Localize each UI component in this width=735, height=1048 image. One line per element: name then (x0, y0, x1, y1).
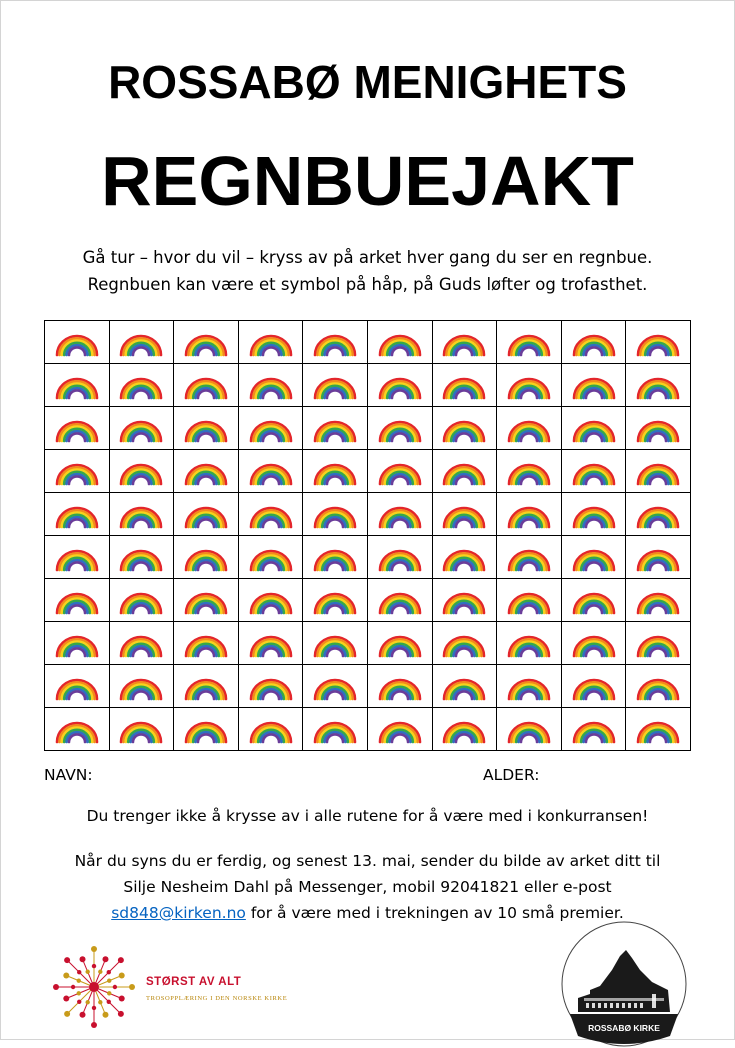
grid-cell[interactable] (432, 450, 497, 493)
info-line1: Når du syns du er ferdig, og senest 13. mai, sender du bilde av arket ditt til (74, 852, 661, 870)
rainbow-icon (247, 455, 295, 487)
rainbow-icon (311, 326, 359, 358)
rainbow-icon (570, 455, 618, 487)
grid-cell[interactable] (238, 622, 303, 665)
rainbow-icon (376, 455, 424, 487)
intro-line1: Gå tur – hvor du vil – kryss av på arket hver gang du ser en regnbue. (82, 248, 653, 267)
info-line2: Silje Nesheim Dahl på Messenger, mobil 92041821 eller e-post (123, 878, 612, 896)
rainbow-icon (311, 369, 359, 401)
rainbow-icon (117, 541, 165, 573)
grid-cell[interactable] (109, 493, 174, 536)
grid-cell[interactable] (432, 321, 497, 364)
grid-cell[interactable] (367, 364, 432, 407)
grid-cell[interactable] (561, 665, 626, 708)
grid-cell[interactable] (432, 708, 497, 751)
rainbow-icon (311, 584, 359, 616)
grid-row (45, 493, 691, 536)
rainbow-icon (634, 670, 682, 702)
intro-text (0, 244, 735, 298)
rainbow-icon (376, 369, 424, 401)
intro-line2: Regnbuen kan være et symbol på håp, på Guds løfter og trofasthet. (87, 275, 648, 294)
rainbow-icon (570, 541, 618, 573)
grid-cell[interactable] (626, 622, 691, 665)
grid-cell[interactable] (432, 622, 497, 665)
rainbow-icon (247, 584, 295, 616)
rainbow-icon (182, 326, 230, 358)
grid-cell[interactable] (109, 364, 174, 407)
rainbow-icon (570, 627, 618, 659)
logo-right-label: ROSSABØ KIRKE (588, 1023, 660, 1033)
rainbow-icon (53, 326, 101, 358)
grid-cell[interactable] (174, 493, 239, 536)
rainbow-icon (117, 326, 165, 358)
grid-cell[interactable] (238, 321, 303, 364)
rainbow-icon (311, 541, 359, 573)
rainbow-icon (182, 670, 230, 702)
grid-cell[interactable] (432, 579, 497, 622)
rainbow-icon (117, 412, 165, 444)
age-field-label: ALDER: (483, 766, 540, 784)
rainbow-icon (53, 670, 101, 702)
grid-row (45, 708, 691, 751)
rainbow-icon (53, 455, 101, 487)
grid-cell[interactable] (626, 450, 691, 493)
rainbow-icon (634, 498, 682, 530)
grid-cell[interactable] (174, 665, 239, 708)
rainbow-icon (440, 584, 488, 616)
rainbow-icon (570, 670, 618, 702)
grid-cell[interactable] (174, 450, 239, 493)
grid-cell[interactable] (238, 708, 303, 751)
grid-row (45, 407, 691, 450)
rainbow-icon (376, 627, 424, 659)
rainbow-icon (182, 584, 230, 616)
submission-info (0, 848, 735, 926)
grid-cell[interactable] (109, 708, 174, 751)
rainbow-icon (570, 326, 618, 358)
grid-cell[interactable] (561, 536, 626, 579)
grid-cell[interactable] (303, 665, 368, 708)
rainbow-icon (634, 369, 682, 401)
grid-row (45, 450, 691, 493)
rainbow-icon (53, 713, 101, 745)
grid-cell[interactable] (626, 579, 691, 622)
grid-cell[interactable] (238, 407, 303, 450)
grid-cell[interactable] (174, 407, 239, 450)
grid-cell[interactable] (367, 493, 432, 536)
rainbow-icon (570, 498, 618, 530)
grid-row (45, 665, 691, 708)
grid-cell[interactable] (497, 708, 562, 751)
rainbow-icon (440, 713, 488, 745)
rainbow-icon (505, 584, 553, 616)
rainbow-icon (53, 498, 101, 530)
rainbow-icon (634, 713, 682, 745)
grid-cell[interactable] (367, 579, 432, 622)
logo-left-title: STØRST AV ALT (146, 976, 242, 988)
rainbow-icon (505, 326, 553, 358)
grid-row (45, 622, 691, 665)
grid-cell[interactable] (497, 364, 562, 407)
rainbow-icon (376, 584, 424, 616)
grid-cell[interactable] (626, 321, 691, 364)
rainbow-icon (505, 670, 553, 702)
grid-cell[interactable] (238, 665, 303, 708)
grid-cell[interactable] (174, 579, 239, 622)
grid-cell[interactable] (45, 622, 110, 665)
grid-cell[interactable] (238, 493, 303, 536)
rainbow-checklist-grid (44, 320, 691, 751)
rainbow-icon (53, 584, 101, 616)
rainbow-icon (376, 412, 424, 444)
grid-cell[interactable] (45, 536, 110, 579)
grid-cell[interactable] (497, 450, 562, 493)
rainbow-icon (182, 498, 230, 530)
rainbow-icon (311, 455, 359, 487)
rainbow-icon (376, 541, 424, 573)
rainbow-icon (634, 541, 682, 573)
rainbow-icon (440, 369, 488, 401)
grid-cell[interactable] (561, 450, 626, 493)
rainbow-icon (440, 412, 488, 444)
rainbow-icon (505, 713, 553, 745)
grid-cell[interactable] (109, 407, 174, 450)
storst-av-alt-logo-icon (44, 942, 144, 1032)
rainbow-icon (53, 541, 101, 573)
grid-cell[interactable] (367, 321, 432, 364)
grid-cell[interactable] (497, 536, 562, 579)
rainbow-icon (182, 412, 230, 444)
grid-cell[interactable] (561, 321, 626, 364)
grid-cell[interactable] (367, 536, 432, 579)
grid-cell[interactable] (626, 364, 691, 407)
rainbow-icon (505, 627, 553, 659)
grid-cell[interactable] (497, 579, 562, 622)
rainbow-icon (570, 369, 618, 401)
grid-cell[interactable] (497, 321, 562, 364)
rainbow-icon (182, 541, 230, 573)
rainbow-icon (570, 412, 618, 444)
grid-cell[interactable] (238, 536, 303, 579)
grid-cell[interactable] (367, 665, 432, 708)
rainbow-icon (247, 412, 295, 444)
rainbow-icon (247, 713, 295, 745)
rainbow-icon (53, 369, 101, 401)
grid-cell[interactable] (367, 622, 432, 665)
rainbow-icon (117, 584, 165, 616)
grid-cell[interactable] (561, 364, 626, 407)
rainbow-icon (311, 412, 359, 444)
rainbow-icon (634, 455, 682, 487)
grid-cell[interactable] (303, 407, 368, 450)
grid-row (45, 536, 691, 579)
grid-cell[interactable] (109, 450, 174, 493)
rainbow-icon (440, 326, 488, 358)
rainbow-icon (247, 498, 295, 530)
grid-cell[interactable] (561, 493, 626, 536)
rainbow-icon (376, 713, 424, 745)
grid-cell[interactable] (626, 536, 691, 579)
rainbow-icon (570, 584, 618, 616)
grid-cell[interactable] (432, 665, 497, 708)
grid-cell[interactable] (45, 665, 110, 708)
grid-cell[interactable] (561, 407, 626, 450)
grid-cell[interactable] (174, 536, 239, 579)
grid-row (45, 321, 691, 364)
rossabo-kirke-logo-icon (560, 920, 688, 1048)
grid-cell[interactable] (109, 536, 174, 579)
grid-cell[interactable] (45, 708, 110, 751)
grid-cell[interactable] (432, 493, 497, 536)
rainbow-icon (117, 369, 165, 401)
grid-cell[interactable] (45, 321, 110, 364)
grid-cell[interactable] (45, 450, 110, 493)
grid-cell[interactable] (367, 450, 432, 493)
grid-cell[interactable] (626, 493, 691, 536)
grid-row (45, 364, 691, 407)
rainbow-icon (247, 670, 295, 702)
grid-cell[interactable] (45, 407, 110, 450)
rainbow-icon (247, 369, 295, 401)
rainbow-icon (634, 584, 682, 616)
rainbow-icon (182, 455, 230, 487)
rainbow-icon (505, 412, 553, 444)
grid-cell[interactable] (303, 450, 368, 493)
logo-left-subtitle: TROSOPPLÆRING I DEN NORSKE KIRKE (146, 995, 288, 1002)
grid-cell[interactable] (561, 579, 626, 622)
rainbow-icon (117, 670, 165, 702)
rainbow-icon (440, 627, 488, 659)
rainbow-icon (117, 498, 165, 530)
grid-cell[interactable] (497, 493, 562, 536)
grid-cell[interactable] (561, 708, 626, 751)
grid-cell[interactable] (45, 364, 110, 407)
grid-cell[interactable] (367, 708, 432, 751)
grid-cell[interactable] (367, 407, 432, 450)
grid-cell[interactable] (432, 407, 497, 450)
grid-cell[interactable] (109, 665, 174, 708)
grid-row (45, 579, 691, 622)
grid-cell[interactable] (497, 407, 562, 450)
rainbow-icon (182, 369, 230, 401)
grid-cell[interactable] (109, 622, 174, 665)
rainbow-icon (376, 498, 424, 530)
rainbow-icon (247, 326, 295, 358)
grid-cell[interactable] (626, 708, 691, 751)
rainbow-icon (505, 455, 553, 487)
grid-cell[interactable] (238, 450, 303, 493)
page-title-line2: REGNBUEJAKT (101, 142, 634, 220)
rainbow-icon (311, 670, 359, 702)
grid-cell[interactable] (432, 536, 497, 579)
rainbow-icon (182, 627, 230, 659)
rainbow-icon (376, 670, 424, 702)
grid-cell[interactable] (497, 622, 562, 665)
rainbow-icon (311, 713, 359, 745)
grid-cell[interactable] (238, 364, 303, 407)
rainbow-icon (440, 498, 488, 530)
rainbow-icon (247, 541, 295, 573)
grid-cell[interactable] (45, 579, 110, 622)
grid-cell[interactable] (497, 665, 562, 708)
rainbow-icon (117, 713, 165, 745)
grid-cell[interactable] (174, 708, 239, 751)
grid-cell[interactable] (109, 321, 174, 364)
rainbow-icon (440, 455, 488, 487)
rainbow-icon (376, 326, 424, 358)
grid-cell[interactable] (303, 579, 368, 622)
rainbow-icon (117, 455, 165, 487)
grid-cell[interactable] (303, 364, 368, 407)
grid-cell[interactable] (45, 493, 110, 536)
rainbow-icon (505, 498, 553, 530)
rainbow-icon (505, 541, 553, 573)
rainbow-icon (117, 627, 165, 659)
name-field-label: NAVN: (44, 766, 93, 784)
page-title-line1: ROSSABØ MENIGHETS (108, 56, 627, 108)
info-line3-rest: for å være med i trekningen av 10 små premier. (245, 904, 624, 922)
rainbow-icon (247, 627, 295, 659)
grid-cell[interactable] (303, 708, 368, 751)
grid-cell[interactable] (561, 622, 626, 665)
grid-cell[interactable] (626, 665, 691, 708)
rainbow-icon (634, 412, 682, 444)
rainbow-icon (311, 627, 359, 659)
rainbow-icon (505, 369, 553, 401)
grid-cell[interactable] (238, 579, 303, 622)
rainbow-icon (53, 412, 101, 444)
rainbow-icon (440, 670, 488, 702)
rainbow-icon (440, 541, 488, 573)
grid-cell[interactable] (303, 622, 368, 665)
rainbow-icon (182, 713, 230, 745)
email-link[interactable]: sd848@kirken.no (111, 904, 246, 922)
rainbow-icon (311, 498, 359, 530)
grid-cell[interactable] (303, 536, 368, 579)
grid-cell[interactable] (174, 364, 239, 407)
grid-cell[interactable] (303, 493, 368, 536)
grid-cell[interactable] (432, 364, 497, 407)
grid-cell[interactable] (626, 407, 691, 450)
rainbow-icon (53, 627, 101, 659)
grid-cell[interactable] (174, 321, 239, 364)
grid-cell[interactable] (174, 622, 239, 665)
rainbow-icon (634, 326, 682, 358)
grid-cell[interactable] (303, 321, 368, 364)
grid-cell[interactable] (109, 579, 174, 622)
rainbow-icon (570, 713, 618, 745)
rainbow-icon (634, 627, 682, 659)
contest-note: Du trenger ikke å krysse av i alle rutene for å være med i konkurransen! (86, 807, 649, 825)
